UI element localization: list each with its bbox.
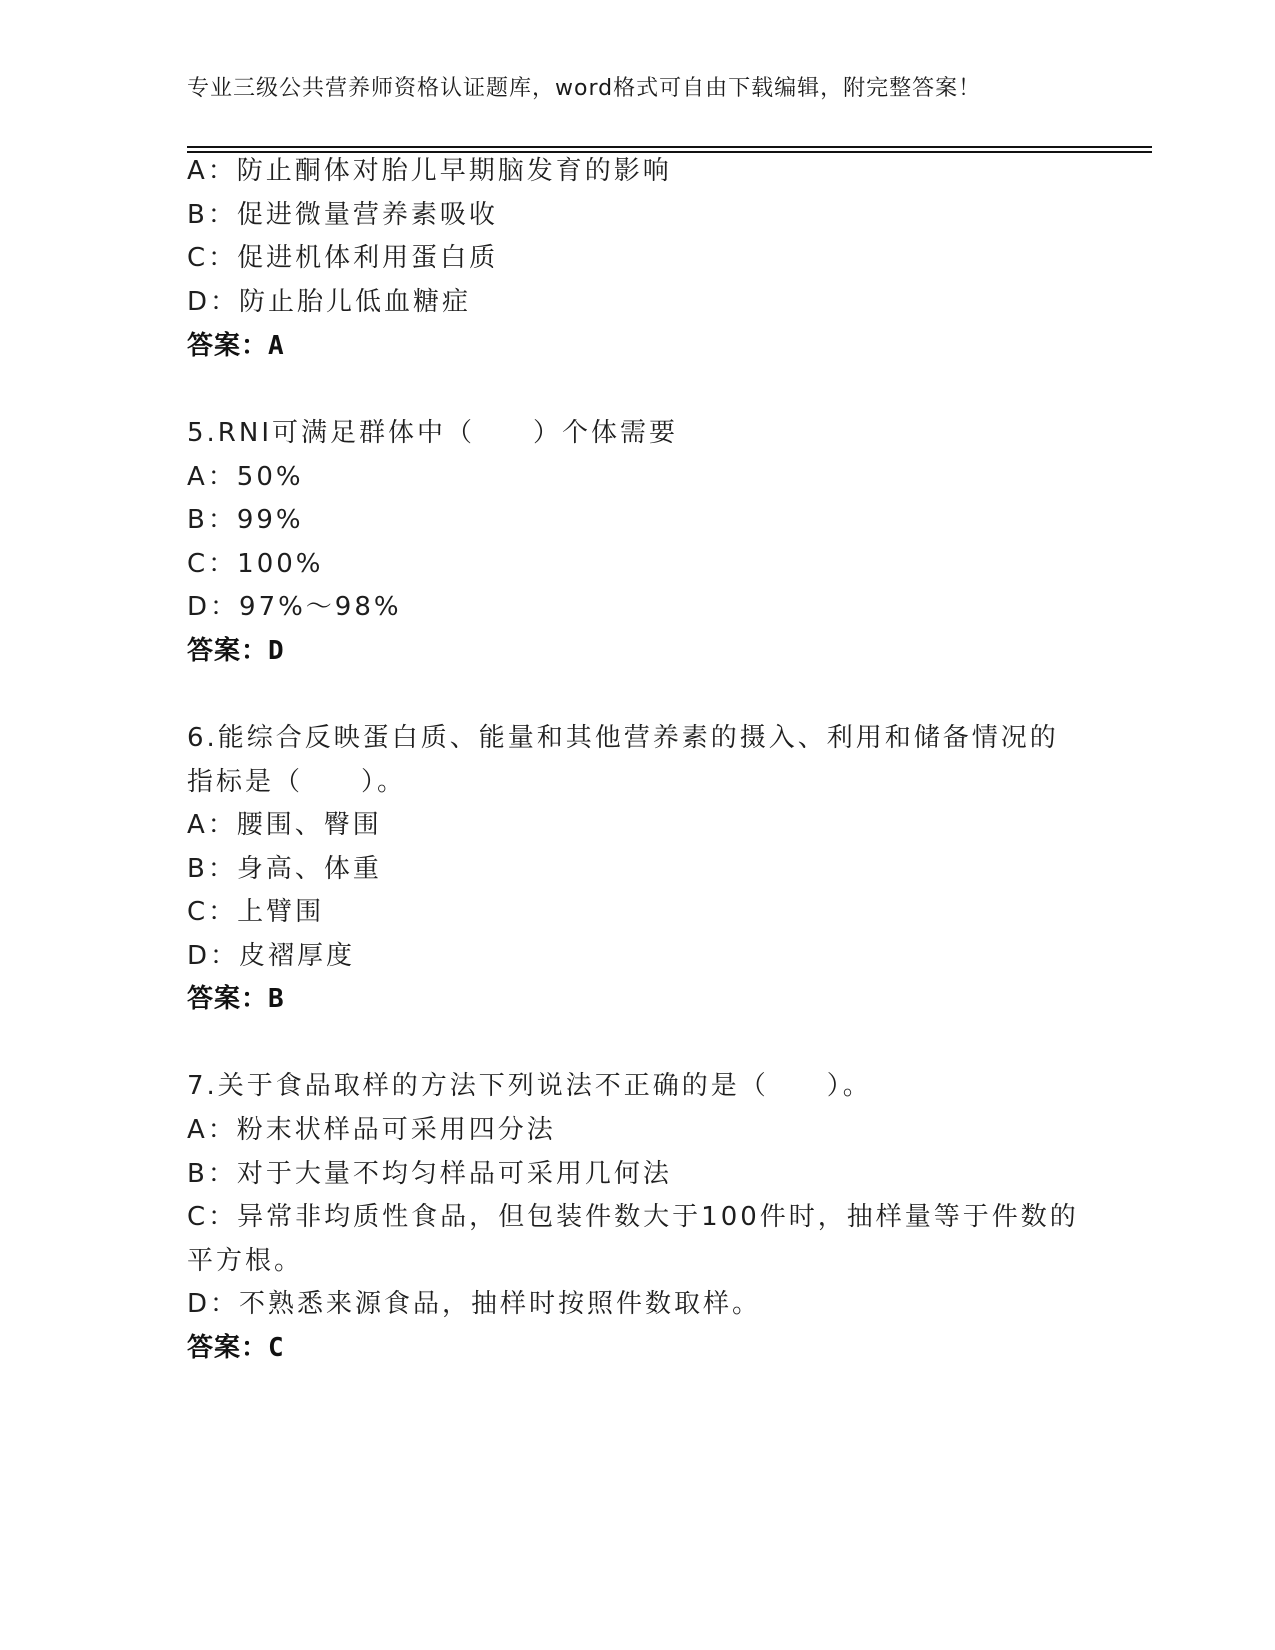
q7-option-b: B：对于大量不均匀样品可采用几何法 <box>187 1159 672 1189</box>
q6-question-line1: 6.能综合反映蛋白质、能量和其他营养素的摄入、利用和储备情况的 <box>187 723 1059 753</box>
q7-question: 7.关于食品取样的方法下列说法不正确的是（ ）。 <box>187 1071 872 1101</box>
q5-answer: 答案：D <box>187 636 285 666</box>
q5-option-c: C：100% <box>187 549 324 579</box>
q5-question: 5.RNI可满足群体中（ ）个体需要 <box>187 418 678 448</box>
q5-option-b: B：99% <box>187 505 304 535</box>
q7-option-c-line1: C：异常非均质性食品，但包装件数大于100件时，抽样量等于件数的 <box>187 1202 1079 1232</box>
q6-option-a: A：腰围、臀围 <box>187 810 382 840</box>
q6-option-c: C：上臂围 <box>187 897 325 927</box>
q7-option-c-line2: 平方根。 <box>187 1246 304 1276</box>
q5-option-a: A：50% <box>187 462 304 492</box>
page-header: 专业三级公共营养师资格认证题库，word格式可自由下载编辑，附完整答案！ <box>187 76 982 101</box>
q4-option-d: D：防止胎儿低血糖症 <box>187 287 472 317</box>
header-rule-thick <box>187 146 1152 148</box>
q7-answer: 答案：C <box>187 1333 285 1363</box>
q6-question-line2: 指标是（ ）。 <box>187 767 407 797</box>
q4-option-b: B：促进微量营养素吸收 <box>187 200 498 230</box>
q4-option-c: C：促进机体利用蛋白质 <box>187 243 499 273</box>
q5-option-d: D：97%～98% <box>187 592 402 622</box>
q6-option-d: D：皮褶厚度 <box>187 941 356 971</box>
header-rule-thin <box>187 151 1152 153</box>
q7-option-a: A：粉末状样品可采用四分法 <box>187 1115 556 1145</box>
q6-option-b: B：身高、体重 <box>187 854 382 884</box>
q4-option-a: A：防止酮体对胎儿早期脑发育的影响 <box>187 156 672 186</box>
q4-answer: 答案：A <box>187 331 285 361</box>
q7-option-d: D：不熟悉来源食品，抽样时按照件数取样。 <box>187 1289 762 1319</box>
q6-answer: 答案：B <box>187 984 285 1014</box>
